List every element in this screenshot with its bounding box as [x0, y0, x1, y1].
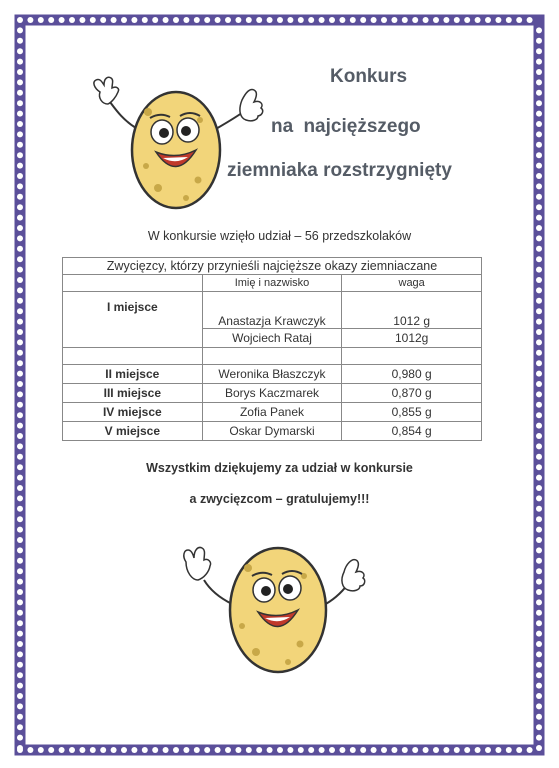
border-dot	[536, 433, 542, 439]
border-dot	[454, 17, 460, 23]
border-dot	[360, 747, 366, 753]
border-dot	[17, 215, 23, 221]
border-dot	[536, 100, 542, 106]
border-dot	[17, 485, 23, 491]
border-dot	[536, 360, 542, 366]
border-dot	[536, 152, 542, 158]
border-dot	[371, 747, 377, 753]
border-dot	[536, 527, 542, 533]
border-dot	[319, 747, 325, 753]
border-dot	[536, 693, 542, 699]
border-dot	[464, 17, 470, 23]
border-dot	[163, 747, 169, 753]
border-dot	[17, 547, 23, 553]
border-dot	[17, 703, 23, 709]
border-dot	[17, 121, 23, 127]
border-dot	[17, 714, 23, 720]
border-dot	[17, 38, 23, 44]
border-dot	[536, 287, 542, 293]
border-dot	[350, 747, 356, 753]
border-dot	[131, 747, 137, 753]
border-dot	[277, 17, 283, 23]
border-dot	[17, 246, 23, 252]
border-dot	[17, 402, 23, 408]
border-dot	[17, 204, 23, 210]
participants-intro: W konkursie wzięło udział – 56 przedszkolaków	[147, 229, 412, 243]
border-dot	[536, 475, 542, 481]
border-dot	[17, 277, 23, 283]
border-dot	[17, 163, 23, 169]
border-dot	[536, 121, 542, 127]
border-dot	[17, 735, 23, 741]
table-row-weight: 0,870 g	[342, 384, 482, 403]
table-spacer	[342, 348, 482, 365]
border-dot	[17, 651, 23, 657]
border-dot	[319, 17, 325, 23]
border-dot	[17, 589, 23, 595]
border-dot	[225, 17, 231, 23]
thanks-line-1: Wszystkim dziękujemy za udział w konkursie	[146, 461, 413, 475]
border-dot	[536, 443, 542, 449]
table-row-name: Anastazja Krawczyk	[202, 292, 342, 329]
table-row-weight: 0,854 g	[342, 422, 482, 441]
border-dot	[536, 48, 542, 54]
border-dot	[516, 17, 522, 23]
border-dot	[485, 17, 491, 23]
table-row-place: V miejsce	[63, 422, 203, 441]
table-row-name: Borys Kaczmarek	[202, 384, 342, 403]
border-dot	[204, 747, 210, 753]
border-dot	[329, 747, 335, 753]
border-dot	[329, 17, 335, 23]
border-dot	[79, 747, 85, 753]
border-dot	[17, 267, 23, 273]
border-dot	[90, 747, 96, 753]
border-dot	[339, 17, 345, 23]
border-dot	[48, 17, 54, 23]
border-dot	[194, 747, 200, 753]
border-dot	[536, 329, 542, 335]
border-dot	[131, 17, 137, 23]
border-dot	[516, 747, 522, 753]
border-dot	[308, 17, 314, 23]
border-dot	[536, 173, 542, 179]
border-dot	[121, 747, 127, 753]
border-dot	[204, 17, 210, 23]
border-dot	[59, 17, 65, 23]
border-dot	[412, 17, 418, 23]
border-dot	[536, 79, 542, 85]
border-dot	[287, 17, 293, 23]
table-row-weight: 1012g	[342, 329, 482, 348]
border-dot	[536, 485, 542, 491]
border-dot	[433, 17, 439, 23]
border-dot	[17, 683, 23, 689]
border-dot	[48, 747, 54, 753]
border-dot	[495, 17, 501, 23]
border-dot	[17, 599, 23, 605]
border-dot	[183, 17, 189, 23]
border-dot	[536, 683, 542, 689]
border-dot	[298, 747, 304, 753]
border-dot	[536, 183, 542, 189]
border-dot	[90, 17, 96, 23]
col-weight-header: waga	[342, 275, 482, 292]
border-dot	[536, 672, 542, 678]
border-dot	[17, 319, 23, 325]
border-dot	[350, 17, 356, 23]
border-dot	[536, 38, 542, 44]
border-dot	[536, 142, 542, 148]
border-dot	[536, 735, 542, 741]
border-dot	[536, 506, 542, 512]
border-dot	[536, 537, 542, 543]
border-dot	[536, 423, 542, 429]
thanks-line-2: a zwycięzcom – gratulujemy!!!	[189, 492, 370, 506]
border-dot	[536, 454, 542, 460]
border-dot	[17, 620, 23, 626]
winners-table	[62, 257, 482, 441]
border-dot	[17, 443, 23, 449]
table-row-place: III miejsce	[63, 384, 203, 403]
border-dot	[536, 402, 542, 408]
border-dot	[536, 599, 542, 605]
border-dot	[17, 298, 23, 304]
border-dot	[527, 17, 533, 23]
border-dot	[17, 579, 23, 585]
border-dot	[17, 454, 23, 460]
border-dot	[536, 194, 542, 200]
border-dot	[17, 339, 23, 345]
border-dot	[246, 17, 252, 23]
border-dot	[536, 703, 542, 709]
border-dot	[371, 17, 377, 23]
border-dot	[536, 90, 542, 96]
col-place-header	[63, 275, 203, 292]
border-dot	[485, 747, 491, 753]
table-row-place: IV miejsce	[63, 403, 203, 422]
border-dot	[506, 747, 512, 753]
border-dot	[215, 747, 221, 753]
border-dot	[17, 142, 23, 148]
border-dot	[111, 747, 117, 753]
border-dot	[443, 747, 449, 753]
border-dot	[536, 547, 542, 553]
border-dot	[17, 79, 23, 85]
border-dot	[17, 360, 23, 366]
border-dot	[256, 747, 262, 753]
border-dot	[225, 747, 231, 753]
border-dot	[298, 17, 304, 23]
border-dot	[17, 745, 23, 751]
border-dot	[17, 308, 23, 314]
border-dot	[17, 475, 23, 481]
border-dot	[17, 152, 23, 158]
border-dot	[17, 329, 23, 335]
border-dot	[17, 391, 23, 397]
title-line-3: ziemniaka rozstrzygnięty	[227, 160, 452, 181]
border-dot	[536, 381, 542, 387]
border-dot	[38, 17, 44, 23]
border-dot	[391, 17, 397, 23]
border-dot	[536, 516, 542, 522]
border-dot	[17, 662, 23, 668]
border-dot	[402, 747, 408, 753]
border-dot	[69, 747, 75, 753]
border-dot	[246, 747, 252, 753]
border-dot	[17, 194, 23, 200]
border-dot	[454, 747, 460, 753]
border-dot	[17, 256, 23, 262]
border-dot	[402, 17, 408, 23]
title-line-2: na najcięższego	[271, 116, 421, 137]
border-dot	[17, 111, 23, 117]
border-dot	[536, 558, 542, 564]
border-dot	[381, 17, 387, 23]
border-dot	[17, 423, 23, 429]
border-dot	[536, 610, 542, 616]
border-dot	[17, 527, 23, 533]
border-dot	[536, 111, 542, 117]
border-dot	[100, 747, 106, 753]
border-dot	[536, 204, 542, 210]
border-dot	[256, 17, 262, 23]
border-dot	[536, 724, 542, 730]
border-dot	[69, 17, 75, 23]
border-dot	[381, 747, 387, 753]
border-dot	[152, 17, 158, 23]
border-dot	[17, 537, 23, 543]
border-dot	[235, 747, 241, 753]
table-row-place: I miejsce	[63, 292, 203, 348]
border-dot	[17, 558, 23, 564]
border-dot	[391, 747, 397, 753]
border-dot	[308, 747, 314, 753]
border-dot	[17, 506, 23, 512]
border-dot	[536, 267, 542, 273]
border-dot	[536, 651, 542, 657]
border-dot	[17, 48, 23, 54]
table-caption: Zwycięzcy, którzy przynieśli najcięższe okazy ziemniaczane	[63, 258, 482, 275]
border-dot	[536, 308, 542, 314]
table-row-place: II miejsce	[63, 365, 203, 384]
border-dot	[536, 215, 542, 221]
border-dot	[17, 610, 23, 616]
border-dot	[536, 631, 542, 637]
border-dot	[235, 17, 241, 23]
border-dot	[536, 69, 542, 75]
border-dot	[17, 100, 23, 106]
potato-mascot-illustration	[176, 528, 376, 678]
border-dot	[17, 131, 23, 137]
border-dot	[27, 747, 33, 753]
border-dot	[475, 17, 481, 23]
border-dot	[17, 568, 23, 574]
border-dot	[17, 371, 23, 377]
border-dot	[536, 579, 542, 585]
border-dot	[536, 568, 542, 574]
border-dot	[17, 516, 23, 522]
table-spacer	[63, 348, 203, 365]
border-dot	[536, 27, 542, 33]
border-dot	[267, 17, 273, 23]
border-dot	[17, 631, 23, 637]
border-dot	[17, 350, 23, 356]
border-dot	[142, 17, 148, 23]
border-dot	[506, 17, 512, 23]
border-dot	[527, 747, 533, 753]
border-dot	[536, 131, 542, 137]
border-dot	[536, 641, 542, 647]
border-dot	[27, 17, 33, 23]
border-dot	[173, 747, 179, 753]
border-dot	[536, 745, 542, 751]
border-dot	[536, 256, 542, 262]
border-dot	[17, 412, 23, 418]
table-row-weight: 0,855 g	[342, 403, 482, 422]
title-line-1: Konkurs	[330, 66, 408, 87]
border-dot	[433, 747, 439, 753]
border-dot	[536, 714, 542, 720]
border-dot	[277, 747, 283, 753]
border-dot	[536, 662, 542, 668]
border-dot	[443, 17, 449, 23]
border-dot	[17, 17, 23, 23]
border-dot	[423, 747, 429, 753]
border-dot	[536, 620, 542, 626]
table-row-name: Oskar Dymarski	[202, 422, 342, 441]
border-dot	[495, 747, 501, 753]
border-dot	[38, 747, 44, 753]
border-dot	[59, 747, 65, 753]
table-row-name: Zofia Panek	[202, 403, 342, 422]
border-dot	[360, 17, 366, 23]
border-dot	[183, 747, 189, 753]
border-dot	[536, 371, 542, 377]
border-dot	[536, 589, 542, 595]
border-dot	[17, 69, 23, 75]
border-dot	[17, 724, 23, 730]
table-spacer	[202, 348, 342, 365]
border-dot	[17, 90, 23, 96]
border-dot	[536, 246, 542, 252]
table-row-weight: 1012 g	[342, 292, 482, 329]
table-row-name: Wojciech Rataj	[202, 329, 342, 348]
border-dot	[121, 17, 127, 23]
border-dot	[215, 17, 221, 23]
border-dot	[536, 163, 542, 169]
border-dot	[17, 672, 23, 678]
border-dot	[536, 412, 542, 418]
border-dot	[287, 747, 293, 753]
border-dot	[17, 641, 23, 647]
border-dot	[79, 17, 85, 23]
border-dot	[173, 17, 179, 23]
border-dot	[412, 747, 418, 753]
border-dot	[536, 391, 542, 397]
border-dot	[464, 747, 470, 753]
border-dot	[142, 747, 148, 753]
table-row-weight: 0,980 g	[342, 365, 482, 384]
border-dot	[100, 17, 106, 23]
border-dot	[536, 298, 542, 304]
border-dot	[423, 17, 429, 23]
potato-mascot-illustration	[88, 70, 268, 220]
border-dot	[536, 277, 542, 283]
border-dot	[17, 381, 23, 387]
col-name-header: Imię i nazwisko	[202, 275, 342, 292]
border-dot	[17, 693, 23, 699]
border-dot	[152, 747, 158, 753]
border-dot	[194, 17, 200, 23]
border-dot	[163, 17, 169, 23]
border-dot	[17, 183, 23, 189]
border-dot	[536, 350, 542, 356]
border-dot	[339, 747, 345, 753]
border-dot	[475, 747, 481, 753]
border-dot	[536, 339, 542, 345]
border-dot	[17, 59, 23, 65]
border-dot	[536, 319, 542, 325]
border-dot	[17, 433, 23, 439]
table-row-name: Weronika Błaszczyk	[202, 365, 342, 384]
border-dot	[111, 17, 117, 23]
border-dot	[17, 173, 23, 179]
border-dot	[17, 287, 23, 293]
border-dot	[267, 747, 273, 753]
border-dot	[536, 59, 542, 65]
border-dot	[17, 27, 23, 33]
